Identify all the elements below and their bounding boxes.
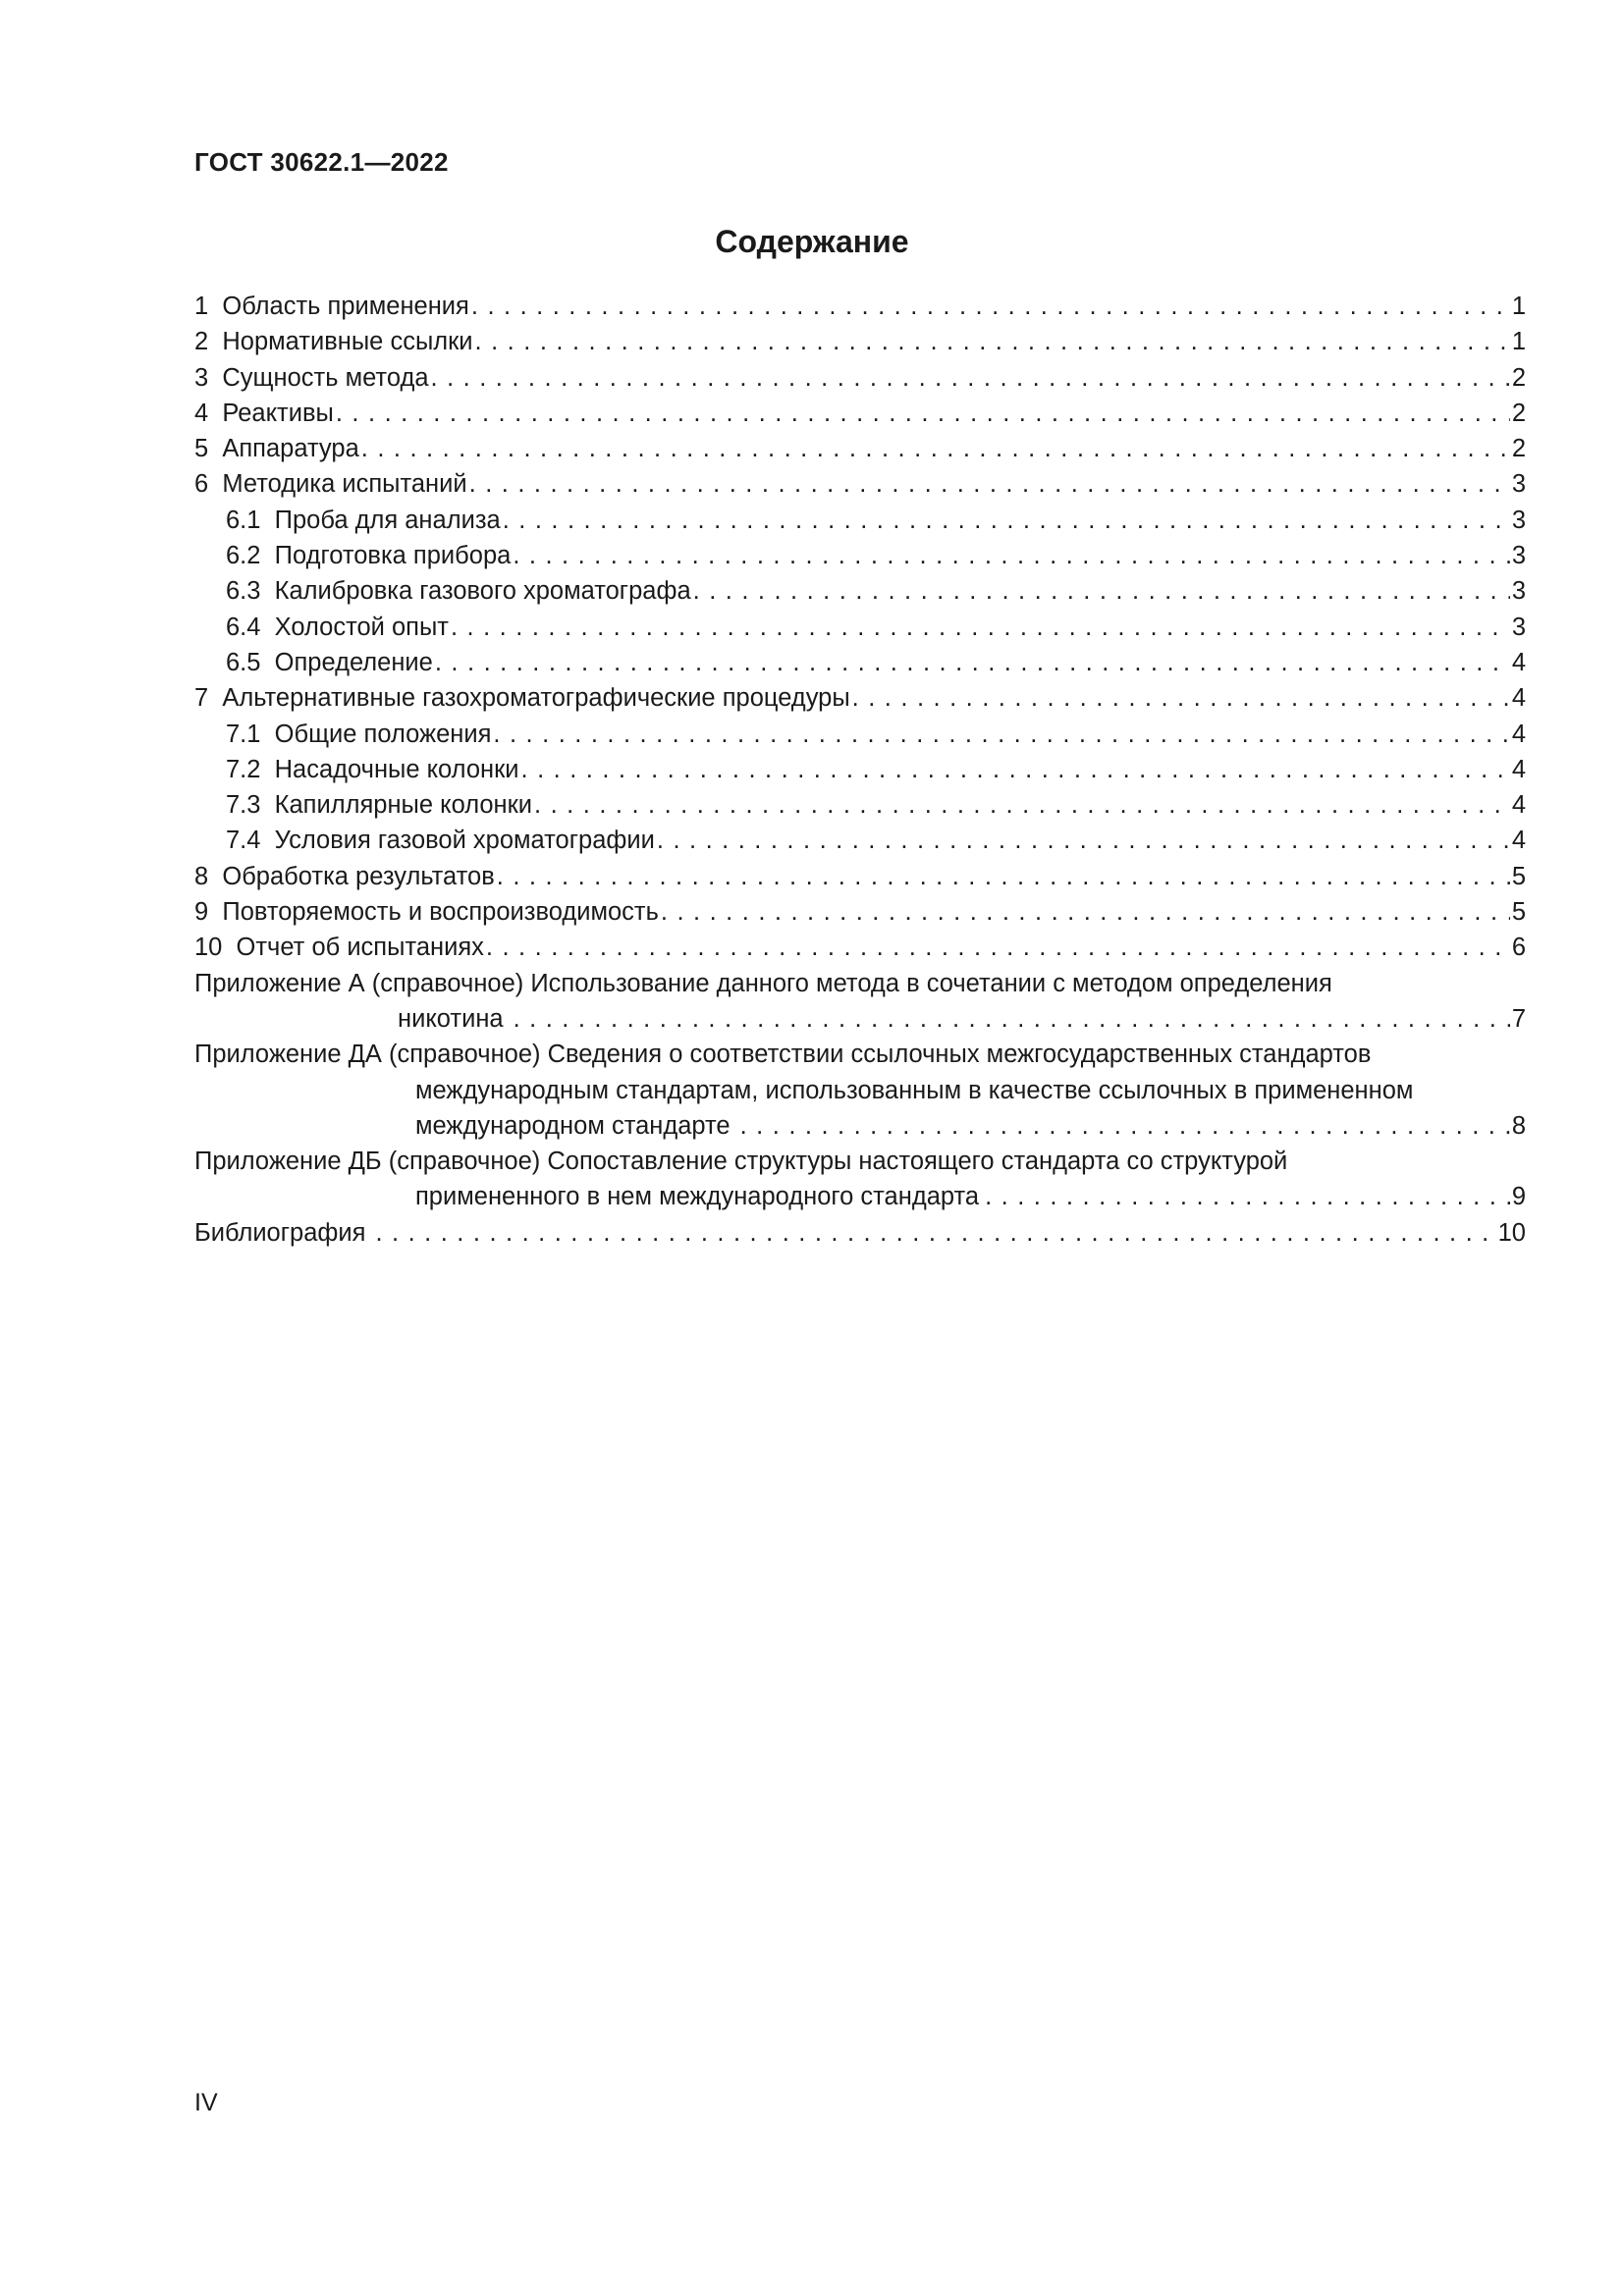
page-title: Содержание	[715, 224, 909, 259]
toc-appendix-continuation	[194, 1001, 1526, 1037]
toc-subentry[interactable]	[194, 573, 1526, 609]
leader-dots	[451, 610, 1510, 645]
leader-dots	[740, 1108, 1510, 1144]
toc-appendix-continuation	[194, 1108, 1526, 1144]
toc-subentry[interactable]	[194, 823, 1526, 858]
toc-entry-label	[194, 431, 359, 466]
toc-entry-page: 2	[1511, 399, 1526, 427]
toc-entry-label	[194, 466, 467, 502]
toc-entry-number: 7.4	[226, 827, 261, 855]
toc-subentry[interactable]	[194, 645, 1526, 680]
toc-entry-page: 4	[1511, 684, 1526, 713]
toc-entry[interactable]	[194, 680, 1526, 716]
toc-entry-label	[194, 538, 511, 573]
toc-entry-page: 3	[1511, 613, 1526, 641]
leader-dots	[493, 717, 1509, 752]
leader-dots	[852, 680, 1510, 716]
toc-entry-page: 9	[1511, 1183, 1526, 1211]
toc-entry-page: 3	[1511, 506, 1526, 534]
toc-entry-number: 8	[194, 862, 209, 890]
toc-entry-number: 7.3	[226, 791, 261, 820]
toc-entry-page: 4	[1511, 720, 1526, 748]
toc-appendix-continuation	[194, 1179, 1526, 1214]
leader-dots	[486, 930, 1510, 965]
toc-entry-label	[194, 610, 449, 645]
leader-dots	[471, 289, 1510, 324]
toc-entry-text: Сущность метода	[222, 363, 429, 392]
toc-entry-text: Нормативные ссылки	[222, 328, 473, 356]
toc-entry-number: 3	[194, 363, 209, 392]
toc-appendix-title: Приложение А (справочное) Использование данного метода в сочетании с методом определения	[194, 969, 1332, 997]
leader-dots	[514, 1001, 1510, 1037]
toc-entry-number: 7	[194, 684, 209, 713]
page-number: IV	[194, 2089, 218, 2116]
toc-entry[interactable]	[194, 360, 1526, 396]
leader-dots	[475, 324, 1510, 359]
toc-appendix-title: Приложение ДА (справочное) Сведения о соответствии ссылочных межгосударственных стандартов	[194, 1041, 1372, 1069]
leader-dots	[534, 787, 1510, 823]
toc-entry-page: 4	[1511, 648, 1526, 676]
leader-dots	[497, 859, 1510, 894]
toc-entry-text: Методика испытаний	[222, 470, 467, 499]
toc-entry-number: 6	[194, 470, 209, 499]
leader-dots	[361, 431, 1510, 466]
leader-dots	[431, 360, 1510, 396]
toc-entry-text: примененного в нем международного стандарта	[415, 1183, 980, 1211]
leader-dots	[375, 1215, 1495, 1251]
toc-entry-text: Обработка результатов	[222, 862, 495, 890]
leader-dots	[693, 573, 1510, 609]
toc-entry-page: 3	[1511, 470, 1526, 499]
toc-entry-number: 6.1	[226, 506, 261, 534]
toc-entry-page: 1	[1511, 293, 1526, 320]
toc-entry[interactable]	[194, 930, 1526, 965]
toc-entry-text: Холостой опыт	[274, 613, 449, 641]
toc-entry-number: 6.4	[226, 613, 261, 641]
toc-entry-text: Аппаратура	[222, 435, 359, 463]
toc-entry-label	[194, 717, 491, 752]
toc-entry-label	[194, 930, 484, 965]
toc-entry-label	[194, 823, 655, 858]
leader-dots	[661, 894, 1510, 930]
toc-entry-label	[194, 859, 495, 894]
leader-dots	[985, 1179, 1510, 1214]
toc-entry-label	[194, 752, 519, 787]
toc-entry-text: никотина	[398, 1004, 504, 1033]
toc-entry-page: 7	[1511, 1004, 1526, 1033]
toc-entry-page: 4	[1511, 791, 1526, 820]
toc-entry-page: 8	[1511, 1111, 1526, 1140]
toc-entry-page: 2	[1511, 435, 1526, 463]
toc-entry-page: 5	[1511, 898, 1526, 927]
table-of-contents	[194, 289, 1526, 1251]
toc-subentry[interactable]	[194, 610, 1526, 645]
toc-entry-text: Условия газовой хроматографии	[274, 827, 655, 855]
leader-dots	[503, 503, 1510, 538]
toc-subentry[interactable]	[194, 503, 1526, 538]
toc-entry-text: Библиография	[194, 1218, 366, 1247]
toc-entry-text: Определение	[274, 648, 433, 676]
toc-entry-number: 4	[194, 399, 209, 427]
toc-entry-label	[194, 503, 501, 538]
toc-entry-page: 4	[1511, 827, 1526, 855]
toc-entry-text: Отчет об испытаниях	[236, 934, 484, 962]
toc-entry-page: 5	[1511, 862, 1526, 890]
toc-entry-number: 7.2	[226, 755, 261, 783]
toc-entry-text: Общие положения	[274, 720, 492, 748]
toc-entry-text: Калибровка газового хроматографа	[274, 577, 691, 606]
toc-entry-number: 9	[194, 898, 209, 927]
toc-entry-page: 4	[1511, 755, 1526, 783]
toc-entry-number: 2	[194, 328, 209, 356]
toc-entry-page: 3	[1511, 577, 1526, 606]
leader-dots	[435, 645, 1510, 680]
toc-appendix-title: Приложение ДБ (справочное) Сопоставление структуры настоящего стандарта со структурой	[194, 1148, 1288, 1176]
document-code: ГОСТ 30622.1—2022	[194, 147, 449, 177]
toc-entry-text: Насадочные колонки	[274, 755, 519, 783]
toc-entry-label	[194, 894, 659, 930]
toc-entry-page: 3	[1511, 542, 1526, 570]
toc-entry[interactable]	[194, 324, 1526, 359]
toc-entry-page: 10	[1497, 1218, 1526, 1247]
toc-entry-page: 1	[1511, 328, 1526, 356]
toc-entry-number: 1	[194, 293, 209, 320]
toc-appendix-db[interactable]	[194, 1144, 1526, 1215]
toc-entry-page: 6	[1511, 934, 1526, 962]
toc-subentry[interactable]	[194, 538, 1526, 573]
toc-entry-text: Альтернативные газохроматографические процедуры	[222, 684, 850, 713]
toc-entry-number: 5	[194, 435, 209, 463]
toc-appendix-continuation: международным стандартам, использованным в качестве ссылочных в примененном	[415, 1076, 1414, 1104]
toc-entry-text: Реактивы	[222, 399, 334, 427]
toc-entry-label	[194, 645, 433, 680]
leader-dots	[336, 396, 1510, 431]
toc-entry-number: 7.1	[226, 720, 261, 748]
toc-entry-text: международном стандарте	[415, 1111, 731, 1140]
toc-subentry[interactable]	[194, 787, 1526, 823]
toc-entry-label	[194, 289, 469, 324]
toc-entry-label	[194, 360, 429, 396]
toc-entry-text: Проба для анализа	[274, 506, 501, 534]
leader-dots	[657, 823, 1510, 858]
leader-dots	[469, 466, 1510, 502]
toc-entry-number: 6.5	[226, 648, 261, 676]
toc-appendix-da[interactable]	[194, 1037, 1526, 1144]
toc-entry-text: Подготовка прибора	[274, 542, 512, 570]
toc-entry-page: 2	[1511, 363, 1526, 392]
toc-entry-label	[194, 680, 850, 716]
toc-entry[interactable]	[194, 894, 1526, 930]
toc-entry[interactable]	[194, 431, 1526, 466]
toc-entry[interactable]	[194, 289, 1526, 324]
toc-entry-label	[194, 396, 334, 431]
toc-entry-number: 10	[194, 934, 223, 962]
toc-entry-number: 6.2	[226, 542, 261, 570]
toc-entry-label	[194, 573, 691, 609]
toc-entry-text: Капиллярные колонки	[274, 791, 533, 820]
leader-dots	[521, 752, 1510, 787]
toc-entry-label	[194, 324, 473, 359]
toc-subentry[interactable]	[194, 752, 1526, 787]
toc-subentry[interactable]	[194, 717, 1526, 752]
toc-entry[interactable]	[194, 396, 1526, 431]
leader-dots	[513, 538, 1510, 573]
toc-entry[interactable]	[194, 466, 1526, 502]
toc-entry-text: Область применения	[222, 293, 469, 320]
toc-entry-text: Повторяемость и воспроизводимость	[222, 898, 659, 927]
toc-entry-label	[194, 787, 532, 823]
toc-entry-number: 6.3	[226, 577, 261, 606]
toc-entry-bibliography[interactable]	[194, 1215, 1526, 1251]
toc-entry[interactable]	[194, 859, 1526, 894]
toc-appendix-a[interactable]	[194, 966, 1526, 1038]
